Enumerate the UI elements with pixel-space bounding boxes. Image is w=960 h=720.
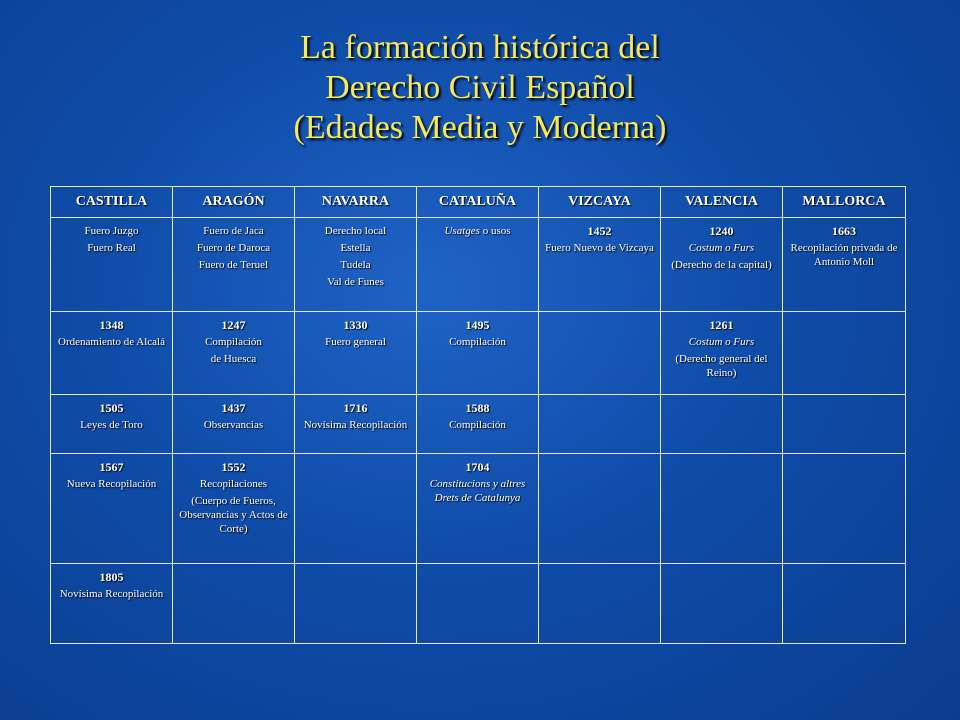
cell-year: 1330 xyxy=(343,318,368,332)
table-cell xyxy=(783,218,906,312)
table-cell xyxy=(295,218,417,312)
table-cell xyxy=(173,312,295,395)
table-row xyxy=(51,218,906,312)
table-cell xyxy=(173,454,295,564)
cell-year: 1452 xyxy=(587,224,612,238)
cell-year: 1663 xyxy=(832,224,856,238)
header-aragon: ARAGÓN xyxy=(173,187,295,218)
cell-text: de Huesca xyxy=(210,353,257,365)
cell-text: Ordenamiento de Alcalá xyxy=(58,336,165,348)
cell-text: Fuero de Daroca xyxy=(196,242,271,254)
table-cell xyxy=(539,564,661,644)
table-cell xyxy=(539,395,661,454)
title-line-1: La formación histórica del xyxy=(300,29,660,66)
cell-year: 1247 xyxy=(221,318,246,332)
table-cell xyxy=(783,564,906,644)
cell-year: 1552 xyxy=(221,460,246,474)
cell-text: Recopilación privada de Antonio Moll xyxy=(790,242,898,268)
cell-text: (Derecho general del Reino) xyxy=(675,353,768,379)
cell-text: Recopilaciones xyxy=(199,478,268,490)
cell-text: Derecho local xyxy=(324,225,387,237)
cell-year: 1588 xyxy=(465,401,490,415)
table-cell xyxy=(295,395,417,454)
header-navarra: NAVARRA xyxy=(295,187,417,218)
table-cell xyxy=(661,218,783,312)
cell-text: Novísima Recopilación xyxy=(59,588,164,600)
cell-text: Fuero de Teruel xyxy=(198,259,269,271)
cell-text: Costum o Furs xyxy=(688,242,755,254)
cell-text: Fuero Nuevo de Vizcaya xyxy=(545,242,654,254)
table-row xyxy=(51,312,906,395)
table-cell xyxy=(417,395,539,454)
table-cell xyxy=(783,395,906,454)
slide-title xyxy=(130,28,830,148)
cell-text: Tudela xyxy=(340,259,371,271)
cell-text: Estella xyxy=(340,242,371,254)
table-cell xyxy=(173,218,295,312)
table-cell xyxy=(539,218,661,312)
table-cell xyxy=(417,564,539,644)
table-cell xyxy=(173,564,295,644)
cell-text: Observancias xyxy=(203,419,264,431)
cell-year: 1240 xyxy=(709,224,734,238)
cell-year: 1495 xyxy=(465,318,490,332)
header-valencia: VALENCIA xyxy=(661,187,783,218)
table-cell xyxy=(51,564,173,644)
header-vizcaya: VIZCAYA xyxy=(539,187,661,218)
title-line-3: (Edades Media y Moderna) xyxy=(293,109,667,146)
table-cell xyxy=(661,395,783,454)
cell-text: Fuero de Jaca xyxy=(203,225,264,237)
table-cell xyxy=(51,454,173,564)
table-cell xyxy=(417,454,539,564)
cell-year: 1261 xyxy=(709,318,734,332)
cell-year: 1567 xyxy=(99,460,124,474)
cell-text-segment: o usos xyxy=(479,225,511,237)
header-mallorca: MALLORCA xyxy=(783,187,906,218)
cell-year: 1716 xyxy=(343,401,368,415)
cell-text xyxy=(421,224,534,238)
cell-text: Novísima Recopilación xyxy=(303,419,408,431)
header-cataluna: CATALUÑA xyxy=(417,187,539,218)
table-cell xyxy=(173,395,295,454)
table-cell xyxy=(417,312,539,395)
table-cell xyxy=(295,312,417,395)
cell-text: Nueva Recopilación xyxy=(66,478,157,490)
cell-text-segment: Usatges xyxy=(444,225,480,237)
cell-text: Constitucions y altres Drets de Catalunya xyxy=(429,478,526,504)
title-line-2: Derecho Civil Español xyxy=(325,69,635,106)
table-cell xyxy=(51,218,173,312)
table-cell xyxy=(51,395,173,454)
table-cell xyxy=(539,454,661,564)
cell-text: Val de Funes xyxy=(327,276,384,288)
law-history-table xyxy=(50,186,906,644)
table-cell xyxy=(51,312,173,395)
table-cell xyxy=(417,218,539,312)
table-cell xyxy=(661,564,783,644)
cell-text: Compilación xyxy=(449,419,506,431)
cell-year: 1805 xyxy=(99,570,124,584)
table-cell xyxy=(539,312,661,395)
cell-year: 1704 xyxy=(465,460,490,474)
cell-text: Fuero Juzgo xyxy=(84,225,139,237)
cell-text: (Cuerpo de Fueros, Observancias y Actos de Corte) xyxy=(179,495,288,535)
table-cell xyxy=(661,454,783,564)
cell-text: Leyes de Toro xyxy=(80,419,143,431)
table-row xyxy=(51,564,906,644)
cell-text: (Derecho de la capital) xyxy=(671,259,772,271)
table-cell xyxy=(661,312,783,395)
table-row xyxy=(51,395,906,454)
table-body xyxy=(51,218,906,644)
table-cell xyxy=(295,454,417,564)
cell-text: Compilación xyxy=(205,336,262,348)
table-cell xyxy=(295,564,417,644)
cell-text: Fuero Real xyxy=(87,242,136,254)
cell-year: 1348 xyxy=(99,318,124,332)
header-castilla: CASTILLA xyxy=(51,187,173,218)
table-cell xyxy=(783,454,906,564)
cell-year: 1437 xyxy=(221,401,246,415)
table-row xyxy=(51,454,906,564)
cell-text: Costum o Furs xyxy=(688,336,755,348)
cell-text: Compilación xyxy=(449,336,506,348)
table-header-row xyxy=(51,187,906,218)
cell-year: 1505 xyxy=(99,401,124,415)
cell-text: Fuero general xyxy=(325,336,386,348)
table-cell xyxy=(783,312,906,395)
